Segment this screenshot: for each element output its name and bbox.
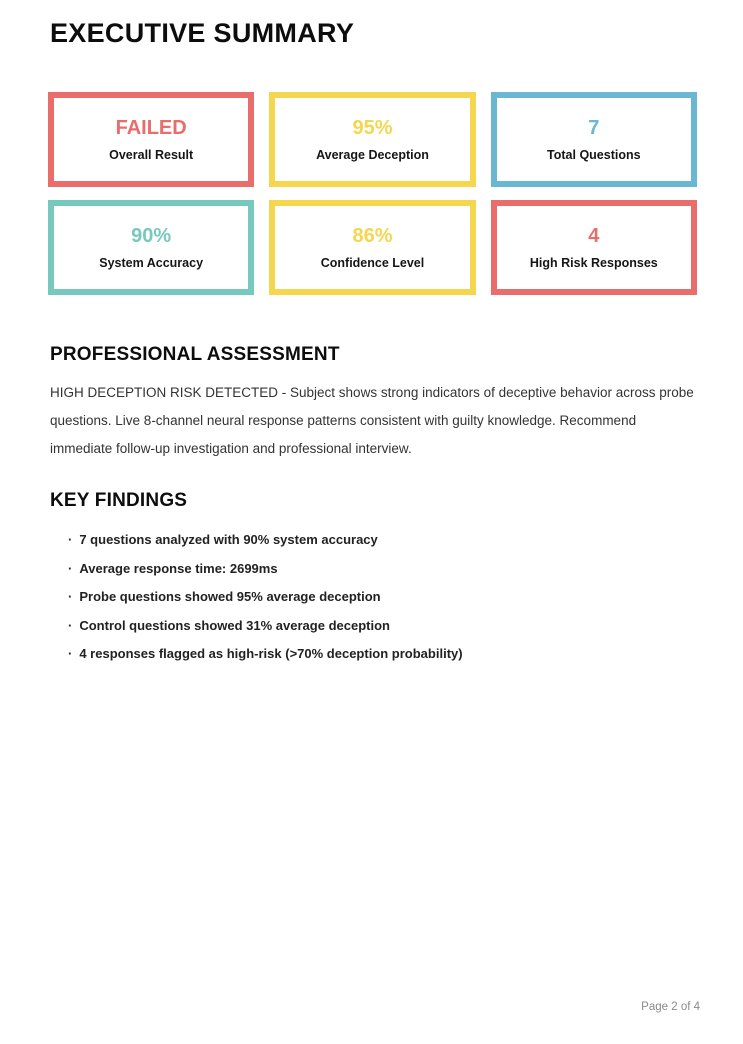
finding-text: 4 responses flagged as high-risk (>70% deception probability) [79,646,463,661]
assessment-body: HIGH DECEPTION RISK DETECTED - Subject shows strong indicators of deceptive behavior across probe questions. Live 8-channel neural response patterns consistent with guilty knowledge. Recommend immediate follow-up investigation and professional interview. [50,385,694,456]
metric-label: Total Questions [547,147,641,162]
metric-label: Overall Result [109,147,194,162]
page-number: Page 2 of 4 [641,1001,700,1013]
metric-value: FAILED [115,116,187,139]
finding-item [68,612,697,641]
findings-list [68,526,697,669]
metric-card-system-accuracy [48,200,254,295]
metric-card-average-deception [269,92,475,187]
metric-value: 95% [352,116,393,139]
metric-value: 90% [131,224,172,247]
page-title: EXECUTIVE SUMMARY [50,18,355,48]
finding-item [68,583,697,612]
metric-card-high-risk-responses [491,200,697,295]
metric-value: 4 [588,224,600,247]
finding-text: Control questions showed 31% average deception [79,617,390,633]
bullet-icon: · [68,617,73,633]
finding-item [68,640,697,669]
metric-card-confidence-level [269,200,475,295]
metric-value: 7 [588,116,600,139]
metric-label: Confidence Level [320,255,425,270]
findings-heading: KEY FINDINGS [50,490,188,511]
bullet-icon: · [68,560,73,576]
finding-item [68,555,697,584]
finding-text: Probe questions showed 95% average deception [79,589,381,604]
metric-card-total-questions [491,92,697,187]
finding-text: 7 questions analyzed with 90% system accuracy [79,532,378,547]
finding-item [68,526,697,555]
bullet-icon: · [68,646,73,661]
metric-label: Average Deception [316,147,429,162]
metric-label: High Risk Responses [529,255,658,270]
bullet-icon: · [68,589,73,604]
metric-value: 86% [352,224,393,247]
bullet-icon: · [68,532,73,547]
assessment-heading: PROFESSIONAL ASSESSMENT [50,344,340,365]
metric-label: System Accuracy [99,255,204,270]
metrics-grid [48,92,697,295]
metric-card-overall-result [48,92,254,187]
finding-text: Average response time: 2699ms [79,560,278,576]
